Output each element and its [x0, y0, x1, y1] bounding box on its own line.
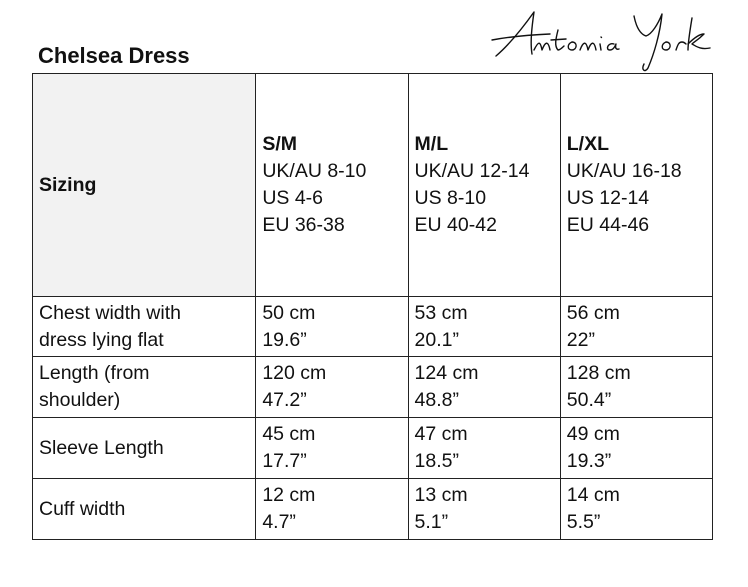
size-name: M/L: [414, 133, 449, 155]
measurement-inches: 20.1”: [414, 328, 459, 351]
table-row-sleeve-length: [33, 418, 713, 479]
measurement-cell: [256, 418, 408, 479]
measurement-inches: 22”: [566, 328, 595, 351]
size-name: L/XL: [566, 133, 610, 155]
row-label-line: Sleeve Length: [39, 436, 164, 459]
size-us: US 4-6: [262, 187, 324, 209]
measurement-cm: 53 cm: [414, 301, 468, 324]
brand-signature-logo: [488, 4, 716, 76]
table-row-cuff-width: [33, 479, 713, 540]
measurement-cell: [256, 297, 408, 357]
table-row-chest-width: [33, 297, 713, 357]
measurement-cell: [408, 479, 560, 540]
size-eu: EU 44-46: [566, 214, 650, 236]
measurement-inches: 48.8”: [414, 389, 459, 411]
table-header-row: [33, 74, 713, 297]
row-label-cell: [33, 479, 256, 540]
size-uk: UK/AU 16-18: [566, 160, 682, 182]
measurement-inches: 5.1”: [414, 511, 449, 533]
measurement-cm: 12 cm: [262, 484, 316, 506]
size-header-cell: [256, 74, 408, 297]
measurement-cm: 14 cm: [566, 484, 620, 506]
size-uk: UK/AU 12-14: [414, 160, 530, 182]
size-header-cell: [560, 74, 712, 297]
measurement-inches: 17.7”: [262, 450, 307, 472]
measurement-inches: 19.3”: [566, 450, 612, 472]
measurement-inches: 18.5”: [414, 450, 459, 472]
measurement-cm: 128 cm: [566, 362, 631, 384]
size-uk: UK/AU 8-10: [262, 160, 367, 182]
measurement-inches: 19.6”: [262, 328, 307, 351]
sizing-label: Sizing: [39, 173, 97, 196]
measurement-cm: 120 cm: [262, 362, 327, 384]
row-label-line: Chest width with: [39, 301, 181, 324]
table-row-length: [33, 357, 713, 418]
measurement-cell: [560, 418, 712, 479]
row-label-cell: [33, 297, 256, 357]
measurement-cell: [256, 479, 408, 540]
measurement-cm: 56 cm: [566, 301, 620, 324]
row-label-line: Cuff width: [39, 497, 126, 520]
size-eu: EU 40-42: [414, 214, 497, 236]
size-us: US 12-14: [566, 187, 650, 209]
measurement-inches: 5.5”: [566, 511, 601, 533]
measurement-inches: 50.4”: [566, 389, 612, 411]
row-label-line: Length (from: [39, 362, 150, 384]
measurement-cm: 50 cm: [262, 301, 316, 324]
size-us: US 8-10: [414, 187, 487, 209]
measurement-cm: 13 cm: [414, 484, 468, 506]
measurement-cell: [256, 357, 408, 418]
size-name: S/M: [262, 133, 297, 155]
row-label-line: dress lying flat: [39, 328, 164, 351]
measurement-cm: 49 cm: [566, 423, 620, 445]
size-header-cell: [408, 74, 560, 297]
measurement-inches: 47.2”: [262, 389, 307, 411]
measurement-cell: [560, 357, 712, 418]
measurement-cell: [560, 479, 712, 540]
measurement-cm: 47 cm: [414, 423, 468, 445]
size-chart-table: [32, 73, 713, 540]
size-eu: EU 36-38: [262, 214, 345, 236]
measurement-cell: [408, 418, 560, 479]
measurement-cell: [560, 297, 712, 357]
measurement-cm: 124 cm: [414, 362, 479, 384]
row-label-line: shoulder): [39, 389, 121, 411]
measurement-cell: [408, 297, 560, 357]
document-title: Chelsea Dress: [38, 43, 190, 68]
measurement-inches: 4.7”: [262, 511, 296, 533]
measurement-cm: 45 cm: [262, 423, 316, 445]
row-label-cell: [33, 357, 256, 418]
measurement-cell: [408, 357, 560, 418]
sizing-header-cell: [33, 74, 256, 297]
row-label-cell: [33, 418, 256, 479]
